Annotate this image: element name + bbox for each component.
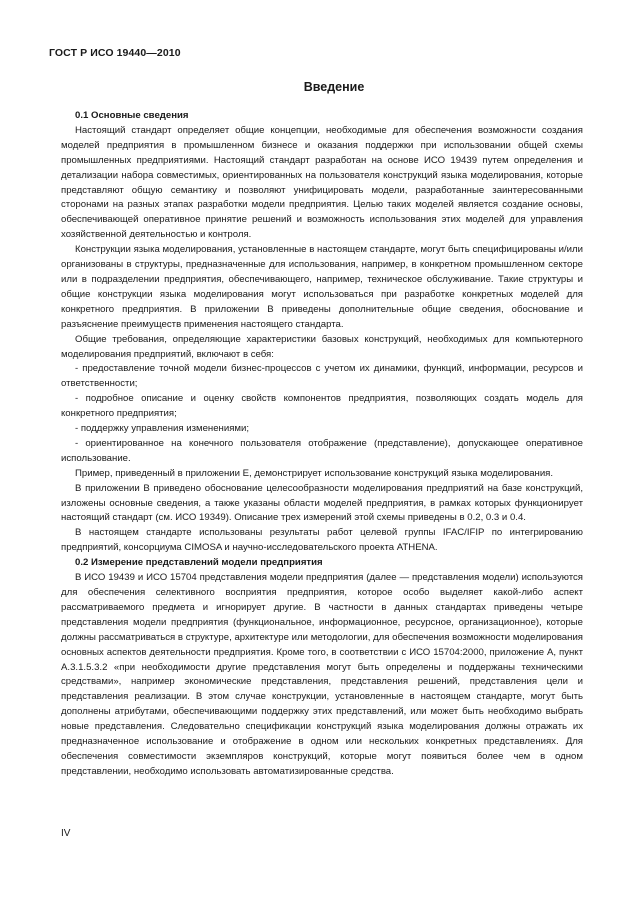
list-item: - поддержку управления изменениями;: [75, 423, 250, 435]
list-item: - подробное описание и оценку свойств компонентов предприятия, позволяющих создать модель для конкретного предприятия;: [61, 393, 583, 420]
document-body: [61, 109, 583, 780]
paragraph: Общие требования, определяющие характеристики базовых конструкций, необходимых для компьютерного моделирования предприятий, включают в себя:: [61, 333, 583, 360]
section-heading: 0.1 Основные сведения: [75, 110, 189, 121]
paragraph: Конструкции языка моделирования, установленные в настоящем стандарте, могут быть специфицированы и/или организованы в структуры, предназначенные для использования, например, в конкретном промышленном секторе или в подразделении предприятия, обеспечивающего, например, техническое обслуживание. Такие структуры и общие конструкции языка моделирования могут использоваться при разработке конкретных моделей для конкретного предприятия. В приложении В приведены дополнительные общие сведения, обоснование и разъяснение преимуществ применения настоящего стандарта.: [61, 244, 583, 330]
paragraph: В настоящем стандарте использованы результаты работ целевой группы IFAC/IFIP по интегрированию предприятий, консорциума CIMOSA и научно-исследовательского проекта ATHENA.: [61, 527, 583, 554]
list-item: - ориентированное на конечного пользователя отображение (представление), допускающее оперативное использование.: [61, 437, 583, 464]
paragraph: Настоящий стандарт определяет общие концепции, необходимые для обеспечения возможности создания моделей предприятия в промышленном бизнесе и оказания поддержки при использовании общей схемы промышленных предприятиями. Настоящий стандарт разработан на основе ИСО 19439 путем определения и детализации набора совместимых, ориентированных на пользователя конструкций языка моделирования, которые представляют общую семантику и позволяют унифицировать модели, разработанные заинтересованными сторонами на разных этапах разработки модели предприятия. Целью таких моделей является создание основы, обеспечивающей оперативное принятие решений и возможность использования этих моделей для управления хозяйственной деятельностью и контроля.: [61, 124, 583, 241]
paragraph: В ИСО 19439 и ИСО 15704 представления модели предприятия (далее — представления модели) используются для обеспечения селективного восприятия предприятия, которое особо выделяет какой-либо аспект рассматриваемого предмета и игнорирует другие. В частности в данных стандартах приведены четыре представления модели предприятия (функциональное, информационное, ресурсное, организационное), которые должны рассматриваться в структуре, архитектуре или методологии, для обеспечения возможности моделирования основных аспектов деятельности предприятия. Кроме того, в соответствии с ИСО 15704:2000, приложение А, пункт А.3.1.5.3.2 «при необходимости другие представления могут быть определены и поддержаны техническими средствами», например экономические представления, представления решений, представления цели и представления реализации. В этом случае конструкции, установленные в настоящем стандарте, могут быть дополнены атрибутами, обеспечивающими поддержку этих представлений, или может быть необходимо выбрать новые представления. Следовательно спецификации конструкций языка моделирования должны отражать их предназначенное использование и отображение в одном или нескольких конкретных представлениях. Для обеспечения совместимости экземпляров конструкций, которые могут появиться более чем в одном представлении, необходимо использовать автоматизированные средства.: [61, 572, 583, 777]
standard-header: ГОСТ Р ИСО 19440—2010: [49, 47, 181, 59]
paragraph: Пример, приведенный в приложении Е, демонстрирует использование конструкций языка моделирования.: [75, 467, 554, 479]
section-heading: 0.2 Измерение представлений модели предприятия: [75, 557, 323, 569]
page-title: Введение: [303, 80, 365, 94]
paragraph: В приложении В приведено обоснование целесообразности моделирования предприятий на базе конструкций, изложены основные сведения, а также указаны области моделей предприятия, в рамках которых функционирует настоящий стандарт (см. ИСО 19349). Описание трех измерений этой схемы приведены в 0.2, 0.3 и 0.4.: [61, 482, 583, 524]
page-number: IV: [61, 828, 71, 839]
list-item: - предоставление точной модели бизнес-процессов с учетом их динамики, функций, информации, ресурсов и ответственности;: [61, 363, 583, 390]
